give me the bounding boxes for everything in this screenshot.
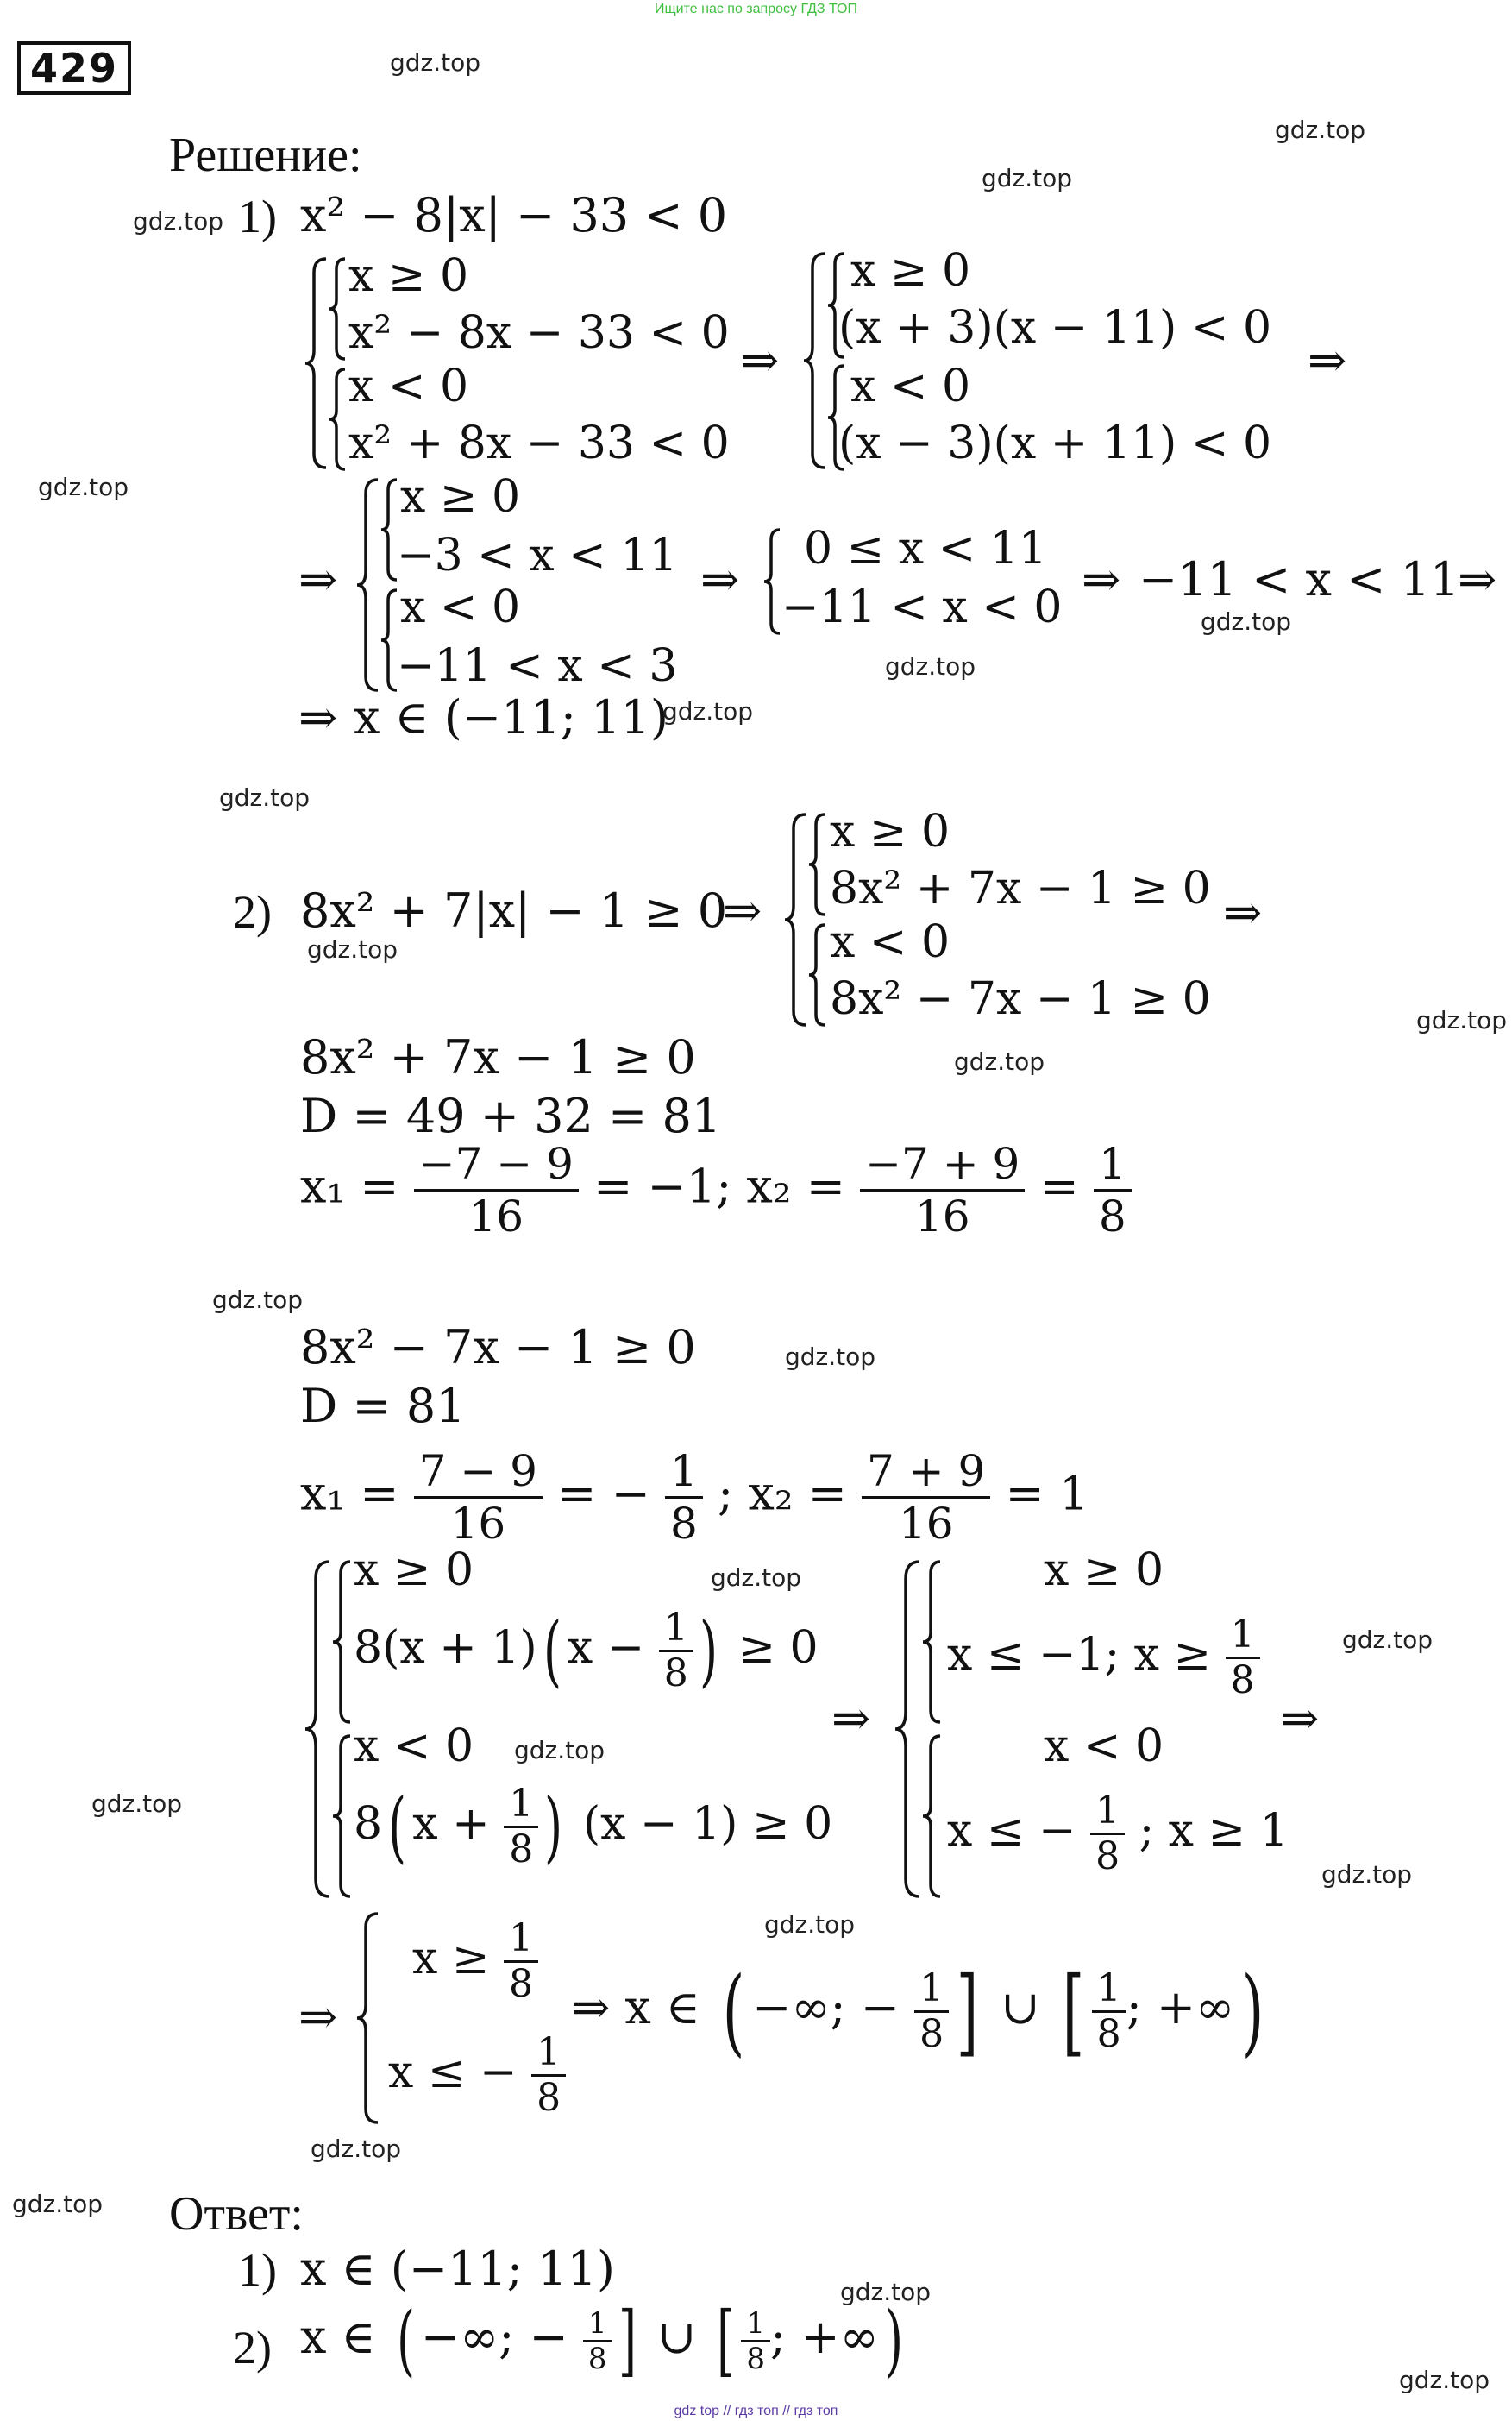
watermark: gdz.top <box>711 1563 802 1592</box>
fraction-numerator: 1 <box>583 2307 612 2342</box>
fraction <box>741 2307 770 2375</box>
part2-sys-d-row <box>388 2031 566 2120</box>
expression-text: x ≤ − <box>947 1805 1076 1857</box>
expression-text: 8 <box>354 1798 383 1850</box>
fraction-denominator: 8 <box>919 2011 944 2056</box>
fraction <box>583 2307 612 2375</box>
part2-sys-a-row: 8x² − 7x − 1 ≥ 0 <box>830 973 1211 1025</box>
fraction-denominator: 8 <box>663 1651 688 1695</box>
expression-text: (x − 1) ≥ 0 <box>582 1798 833 1850</box>
expression-text: x + <box>412 1798 490 1850</box>
part1-sys-c-row: −3 < x < 11 <box>397 530 678 582</box>
expression-text: −∞; − <box>420 2310 568 2364</box>
fraction <box>659 1607 693 1695</box>
part1-sys-d-row: −11 < x < 0 <box>781 582 1063 633</box>
watermark: gdz.top <box>514 1736 605 1764</box>
left-paren: ( <box>396 2295 415 2386</box>
fraction-numerator: 1 <box>1092 1967 1126 2013</box>
part1-sys-c-row: x < 0 <box>400 582 521 633</box>
part1-sys-a-outer-brace <box>304 255 329 471</box>
part1-sys-d-brace <box>762 526 783 637</box>
watermark: gdz.top <box>12 2190 104 2218</box>
watermark: gdz.top <box>212 1286 304 1314</box>
arrow: ⇒ <box>298 690 338 745</box>
fraction-numerator: 1 <box>531 2031 566 2077</box>
expression-text: ; x ≥ 1 <box>1139 1805 1289 1857</box>
union-symbol: ∪ <box>656 2310 697 2364</box>
watermark: gdz.top <box>311 2135 402 2163</box>
arrow: ⇒ <box>1458 552 1497 607</box>
part2-sys-c-row <box>947 1613 1260 1702</box>
arrow: ⇒ <box>1280 1691 1320 1745</box>
fraction <box>914 1967 949 2056</box>
part1-sys-c-outer-brace <box>355 476 381 694</box>
part2-sys-c-brace-1 <box>921 1558 944 1726</box>
expression-text: x − <box>567 1622 645 1674</box>
arrow: ⇒ <box>298 552 338 607</box>
fraction-numerator: 7 − 9 <box>414 1446 543 1499</box>
part1-sys-a-brace-1 <box>328 255 348 362</box>
fraction-numerator: 1 <box>741 2307 770 2342</box>
fraction-denominator: 16 <box>914 1192 970 1242</box>
part2-sys-d-brace <box>355 1910 381 2126</box>
part1-sys-b-row: x < 0 <box>850 361 971 412</box>
part1-range: −11 < x < 11 <box>1139 552 1460 607</box>
fraction-denominator: 8 <box>670 1499 698 1549</box>
part2-sys-b-outer-brace <box>304 1558 333 1900</box>
root-label: x₁ = <box>300 1159 399 1214</box>
fraction-numerator: 1 <box>504 1783 538 1828</box>
part2-sys-c-brace-2 <box>921 1732 944 1900</box>
part2-disc2: D = 81 <box>300 1379 466 1433</box>
part2-sys-d-row <box>412 1917 538 2006</box>
fraction <box>1226 1613 1260 1702</box>
fraction-denominator: 8 <box>536 2076 562 2120</box>
arrow: ⇒ <box>723 884 762 938</box>
union-symbol: ∪ <box>1001 1980 1040 2034</box>
root-label: x₁ = <box>300 1466 399 1521</box>
part2-sys-c-row: x < 0 <box>1044 1720 1164 1772</box>
part2-sys-b-brace-2 <box>331 1732 354 1900</box>
fraction-numerator: 7 + 9 <box>862 1446 990 1499</box>
arrow: ⇒ <box>298 1990 338 2044</box>
part2-inequality: 8x² + 7|x| − 1 ≥ 0 <box>300 884 728 938</box>
part2-sys-b-row <box>354 1607 819 1695</box>
part1-inequality: x² − 8|x| − 33 < 0 <box>300 188 728 242</box>
watermark: gdz.top <box>982 164 1073 192</box>
part2-sys-b-brace-1 <box>331 1558 354 1726</box>
fraction-denominator: 8 <box>1095 1834 1120 1878</box>
part2-result <box>571 1956 1271 2066</box>
part2-sys-c-row <box>947 1789 1289 1878</box>
part2-roots2 <box>300 1446 1089 1549</box>
fraction <box>531 2031 566 2120</box>
expression-text: −∞; − <box>752 1980 900 2034</box>
fraction <box>1094 1139 1132 1242</box>
root-value: = −1; x₂ = <box>593 1159 845 1214</box>
expression-text: ; +∞ <box>770 2310 879 2364</box>
part1-sys-a-row: x² − 8x − 33 < 0 <box>348 307 730 359</box>
left-paren: ( <box>543 1605 562 1696</box>
part1-sys-d-row: 0 ≤ x < 11 <box>804 523 1047 575</box>
watermark: gdz.top <box>1399 2366 1490 2394</box>
answer2 <box>300 2295 909 2386</box>
watermark: gdz.top <box>91 1789 183 1818</box>
right-bracket: ] <box>956 1956 979 2066</box>
part1-result: x ∈ (−11; 11) <box>354 690 668 745</box>
equals: = <box>1039 1159 1079 1214</box>
fraction <box>414 1446 543 1549</box>
arrow: ⇒ <box>1082 552 1121 607</box>
fraction-numerator: −7 + 9 <box>860 1139 1025 1192</box>
fraction-numerator: 1 <box>659 1607 693 1652</box>
fraction-denominator: 16 <box>468 1192 524 1242</box>
watermark: gdz.top <box>38 473 129 501</box>
root-value: = − <box>557 1466 650 1521</box>
part2-sys-a-row: x ≥ 0 <box>830 806 950 858</box>
watermark: gdz.top <box>954 1047 1045 1076</box>
part2-eq2: 8x² − 7x − 1 ≥ 0 <box>300 1320 696 1374</box>
expression-text: 8(x + 1) <box>354 1622 537 1674</box>
right-paren: ) <box>544 1781 563 1872</box>
part1-sys-c-row: x ≥ 0 <box>400 471 521 523</box>
watermark: gdz.top <box>1416 1006 1508 1034</box>
fraction-denominator: 8 <box>1098 1192 1126 1242</box>
fraction-denominator: 8 <box>587 2341 607 2376</box>
part2-sys-a-brace-1 <box>807 811 828 918</box>
part1-sys-b-row: x ≥ 0 <box>850 245 971 297</box>
fraction-numerator: 1 <box>1226 1613 1260 1659</box>
answer-heading: Ответ: <box>169 2187 304 2241</box>
left-paren: ( <box>722 1956 745 2066</box>
fraction <box>504 1917 538 2006</box>
watermark: gdz.top <box>133 207 224 236</box>
fraction-denominator: 8 <box>508 1962 533 2006</box>
part2-disc1: D = 49 + 32 = 81 <box>300 1089 722 1143</box>
watermark: gdz.top <box>662 697 754 726</box>
footer-links: gdz top // гдз топ // гдз топ <box>674 2404 838 2418</box>
part1-sys-b-row: (x + 3)(x − 11) < 0 <box>838 302 1272 354</box>
task-number-badge: 429 <box>17 41 131 95</box>
right-bracket: ] <box>618 2295 637 2386</box>
part1-sys-b-outer-brace <box>802 250 828 471</box>
right-paren: ) <box>699 1605 718 1696</box>
expression-text: x ≤ − <box>388 2047 518 2098</box>
part1-sys-a-brace-2 <box>328 366 348 473</box>
fraction-numerator: 1 <box>1090 1789 1125 1835</box>
root-label: ; x₂ = <box>718 1466 847 1521</box>
fraction <box>414 1139 579 1242</box>
answer1-number: 1) <box>238 2244 277 2296</box>
expression-text: ; +∞ <box>1126 1980 1235 2034</box>
fraction <box>504 1783 538 1871</box>
part2-roots1 <box>300 1139 1132 1242</box>
expression-text: ≥ 0 <box>737 1622 819 1674</box>
part2-sys-c-outer-brace <box>894 1558 923 1900</box>
watermark: gdz.top <box>764 1910 856 1939</box>
part1-sys-a-row: x ≥ 0 <box>348 250 469 302</box>
expression-text: x ∈ <box>300 2310 376 2364</box>
right-paren: ) <box>1241 1956 1264 2066</box>
fraction-denominator: 8 <box>746 2341 766 2376</box>
part2-sys-a-row: 8x² + 7x − 1 ≥ 0 <box>830 863 1211 915</box>
fraction-denominator: 16 <box>898 1499 954 1549</box>
watermark: gdz.top <box>219 783 311 812</box>
left-bracket: [ <box>717 2295 736 2386</box>
part1-sys-a-row: x² + 8x − 33 < 0 <box>348 418 730 469</box>
part2-sys-a-row: x < 0 <box>830 916 950 968</box>
part1-sys-a-row: x < 0 <box>348 361 469 412</box>
part1-sys-c-row: −11 < x < 3 <box>397 640 678 692</box>
fraction-denominator: 8 <box>509 1827 534 1871</box>
fraction <box>1092 1967 1126 2056</box>
left-bracket: [ <box>1062 1956 1084 2066</box>
part2-sys-a-outer-brace <box>783 811 809 1028</box>
part1-number: 1) <box>238 191 277 242</box>
arrow: ⇒ <box>831 1691 871 1745</box>
fraction-denominator: 8 <box>1096 2011 1121 2056</box>
expression-text: ⇒ x ∈ <box>571 1980 701 2034</box>
solution-heading: Решение: <box>169 129 362 182</box>
expression-text: x ≤ −1; x ≥ <box>947 1629 1212 1681</box>
fraction-numerator: −7 − 9 <box>414 1139 579 1192</box>
fraction-numerator: 1 <box>914 1967 949 2013</box>
part2-sys-b-row: x < 0 <box>354 1720 474 1772</box>
watermark: gdz.top <box>390 48 481 77</box>
left-paren: ( <box>388 1781 407 1872</box>
fraction <box>862 1446 990 1549</box>
expression-text: x ≥ <box>412 1933 490 1984</box>
part2-number: 2) <box>233 886 272 938</box>
part1-sys-b-row: (x − 3)(x + 11) < 0 <box>838 418 1272 469</box>
right-paren: ) <box>884 2295 903 2386</box>
watermark: gdz.top <box>1321 1860 1413 1889</box>
arrow: ⇒ <box>1223 885 1263 940</box>
answer2-number: 2) <box>233 2322 272 2374</box>
fraction-denominator: 8 <box>1230 1658 1255 1702</box>
fraction <box>1090 1789 1125 1878</box>
watermark: gdz.top <box>1342 1626 1434 1654</box>
root-value: = 1 <box>1005 1466 1089 1521</box>
part2-sys-b-row: x ≥ 0 <box>354 1544 474 1596</box>
fraction <box>860 1139 1025 1242</box>
arrow: ⇒ <box>700 552 740 607</box>
arrow: ⇒ <box>740 333 780 387</box>
watermark: gdz.top <box>885 652 976 681</box>
fraction-numerator: 1 <box>504 1917 538 1963</box>
answer1: x ∈ (−11; 11) <box>300 2242 615 2296</box>
watermark: gdz.top <box>307 935 398 964</box>
part2-sys-a-brace-2 <box>807 921 828 1028</box>
watermark: gdz.top <box>785 1343 876 1371</box>
search-banner: Ищите нас по запросу ГДЗ ТОП <box>655 2 857 16</box>
fraction-numerator: 1 <box>665 1446 703 1499</box>
part2-eq1: 8x² + 7x − 1 ≥ 0 <box>300 1030 696 1085</box>
fraction-numerator: 1 <box>1094 1139 1132 1192</box>
fraction <box>665 1446 703 1549</box>
watermark: gdz.top <box>1201 607 1292 636</box>
part2-sys-b-row <box>354 1783 832 1871</box>
watermark: gdz.top <box>1275 116 1366 144</box>
watermark: gdz.top <box>840 2278 932 2306</box>
arrow: ⇒ <box>1308 333 1347 387</box>
part2-sys-c-row: x ≥ 0 <box>1044 1544 1164 1596</box>
fraction-denominator: 16 <box>450 1499 506 1549</box>
